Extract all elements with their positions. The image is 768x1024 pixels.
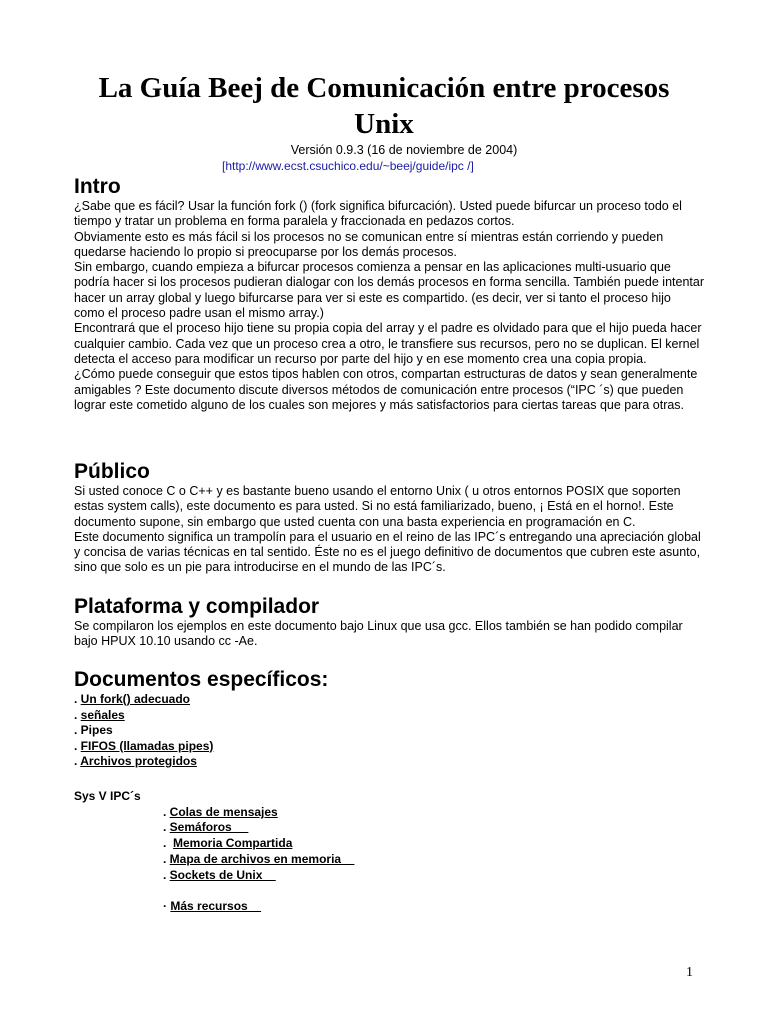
list-item: . Archivos protegidos — [74, 754, 197, 768]
guide-url-link[interactable]: [http://www.ecst.csuchico.edu/~beej/guide/ipc /] — [222, 159, 474, 173]
intro-heading: Intro — [74, 175, 121, 198]
document-title — [60, 70, 708, 142]
documentos-section — [74, 668, 704, 770]
list-item: . señales — [74, 707, 125, 722]
plataforma-paragraph: Se compilaron los ejemplos en este documento bajo Linux que usa gcc. Ellos también se han podido compilar bajo HPUX 10.10 usando cc -Ae. — [74, 619, 683, 649]
mas-recursos-link[interactable]: Más recursos — [170, 899, 262, 914]
documentos-heading: Documentos específicos: — [74, 668, 329, 691]
list-item: . Sockets de Unix — [163, 867, 276, 882]
sysv-heading: Sys V IPC´s — [74, 789, 141, 803]
version-line: Versión 0.9.3 (16 de noviembre de 2004) — [290, 143, 518, 157]
publico-paragraph-2: Este documento significa un trampolín para el usuario en el reino de las IPC´s entregando una apreciación global y concisa de varias técnicas en tal sentido. Éste no es el juego definitivo de documentos que cubren este asunto, sino que solo es un pie para introducirse en el mundo de las IPC´s. — [74, 529, 701, 575]
list-item: . Colas de mensajes — [163, 804, 278, 819]
title-line-1: La Guía Beej de Comunicación entre procesos — [98, 72, 670, 104]
title-line-2: Unix — [354, 108, 414, 140]
list-item: · Más recursos — [163, 899, 262, 914]
doc-link-senales[interactable]: señales — [80, 707, 125, 722]
doc-link-archivos[interactable]: Archivos protegidos — [80, 754, 197, 768]
publico-section — [74, 460, 704, 576]
documentos-list — [74, 692, 704, 770]
doc-link-fifos[interactable]: FIFOS (llamadas pipes) — [80, 738, 214, 753]
sysv-link-colas[interactable]: Colas de mensajes — [169, 804, 278, 819]
intro-section — [74, 175, 704, 413]
intro-paragraph-3: Sin embargo, cuando empieza a bifurcar procesos comienza a pensar en las aplicaciones multi-usuario que podría hacer si los procesos pudieran dialogar con los demás procesos en forma sencilla. También puede intentar hacer un array global y luego bifurcarse para ver si este es compartido. (es decir, ver si tanto el proceso hijo como el proceso padre usan el mismo array.) — [74, 260, 704, 321]
doc-item-pipes: Pipes — [80, 723, 113, 737]
sysv-link-sockets[interactable]: Sockets de Unix — [169, 867, 276, 882]
sysv-link-semaforos[interactable]: Semáforos — [169, 820, 249, 835]
intro-paragraph-1: ¿Sabe que es fácil? Usar la función fork () (fork significa bifurcación). Usted puede bifurcar un proceso todo el tiempo y tratar un problema en forma paralela y fraccionada en pedazos cortos. — [74, 199, 682, 229]
list-item: . Pipes — [74, 723, 113, 737]
sysv-section — [74, 789, 704, 915]
intro-paragraph-4: Encontrará que el proceso hijo tiene su propia copia del array y el padre es olvidado para que el hijo pueda hacer cualquier cambio. Cada vez que un proceso crea a otro, le transfiere sus recursos, pero no se duplican. El kernel detecta el acceso para modificar un recurso por parte del hijo y en ese momento crea una copia propia. — [74, 321, 702, 366]
doc-link-fork[interactable]: Un fork() adecuado — [80, 692, 191, 706]
list-item: . Memoria Compartida — [163, 836, 293, 851]
publico-paragraph-1: Si usted conoce C o C++ y es bastante bueno usando el entorno Unix ( u otros entornos POSIX que soporten estas system calls), este documento es para usted. Si no está familiarizado, bueno, ¡ Está en el horno!. Este documento supone, sin embargo que usted cuenta con una basta experiencia en programación en C. — [74, 484, 681, 529]
intro-paragraph-2: Obviamente esto es más fácil si los procesos no se comunican entre sí mientras están corriendo y pueden quedarse haciendo lo propio si preocuparse por los demás procesos. — [74, 229, 664, 259]
plataforma-heading: Plataforma y compilador — [74, 595, 320, 618]
sysv-link-memoria[interactable]: Memoria Compartida — [173, 836, 293, 851]
page-number: 1 — [686, 965, 693, 980]
publico-heading: Público — [74, 460, 150, 483]
list-item: . Mapa de archivos en memoria — [163, 851, 355, 866]
list-item: . Un fork() adecuado — [74, 692, 191, 706]
sysv-link-mapa[interactable]: Mapa de archivos en memoria — [169, 851, 355, 866]
list-item: . Semáforos — [163, 820, 249, 835]
plataforma-section — [74, 595, 704, 650]
intro-paragraph-5: ¿Cómo puede conseguir que estos tipos hablen con otros, compartan estructuras de datos y sean generalmente amigables ? Este documento discute diversos métodos de comunicación entre procesos (“IPC ´s) que pueden lograr este cometido alguno de los cuales son mejores y más satisfactorios para ciertas tareas que para otras. — [74, 367, 698, 412]
list-item: . FIFOS (llamadas pipes) — [74, 738, 214, 753]
